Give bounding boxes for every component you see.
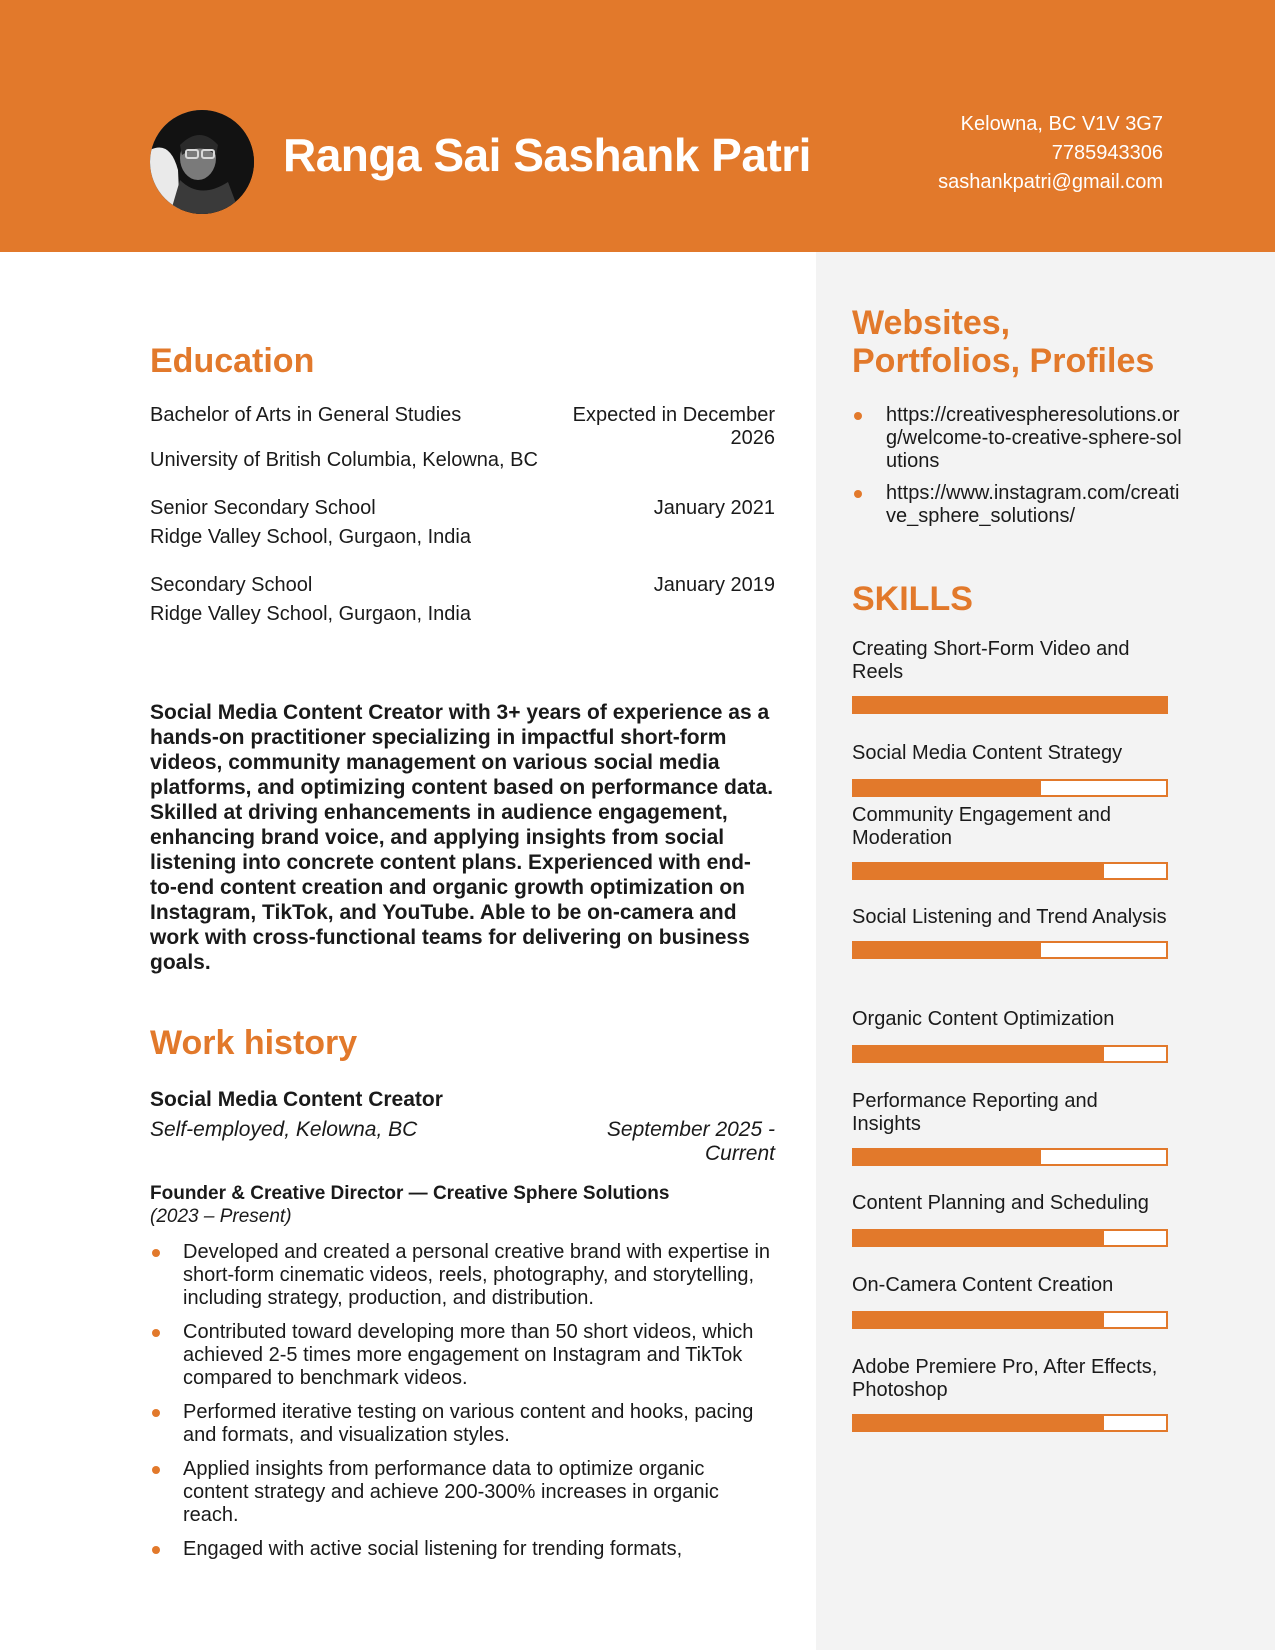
- email[interactable]: sashankpatri@gmail.com: [938, 171, 1163, 193]
- skill-name: Social Listening and Trend Analysis: [852, 906, 1167, 928]
- website-link[interactable]: https://creativespheresolutions.org/welcome-to-creative-sphere-solutions: [886, 404, 1182, 472]
- list-item: [150, 1401, 775, 1447]
- skill-level-bar: [852, 941, 1168, 959]
- skill-item: [852, 1192, 1172, 1247]
- role-title: Founder & Creative Director — Creative Sphere Solutions: [150, 1183, 670, 1204]
- skill-level-fill: [854, 1047, 1104, 1061]
- skills-heading: SKILLS: [852, 580, 973, 618]
- bullet-icon: [854, 490, 862, 498]
- education-school: University of British Columbia, Kelowna, BC: [150, 449, 538, 471]
- skill-level-fill: [854, 1231, 1104, 1245]
- job-employer: Self-employed, Kelowna, BC: [150, 1118, 418, 1141]
- skill-name: Content Planning and Scheduling: [852, 1192, 1149, 1214]
- skill-name: Community Engagement and Moderation: [852, 804, 1112, 849]
- skill-name: Performance Reporting and Insights: [852, 1090, 1098, 1135]
- education-heading: Education: [150, 342, 315, 380]
- skill-level-fill: [854, 1416, 1104, 1430]
- skill-level-bar: [852, 862, 1168, 880]
- list-item: [150, 1458, 775, 1527]
- skill-item: [852, 804, 1172, 880]
- skill-level-bar: [852, 779, 1168, 797]
- job-bullets: [150, 1241, 775, 1572]
- role-period: (2023 – Present): [150, 1206, 292, 1227]
- skill-level-fill: [854, 1150, 1041, 1164]
- skill-item: [852, 1356, 1172, 1432]
- website-link-item: [852, 404, 1182, 473]
- skill-item: [852, 742, 1172, 797]
- location: Kelowna, BC V1V 3G7: [960, 113, 1163, 135]
- skill-name: Creating Short-Form Video and Reels: [852, 638, 1130, 683]
- skill-level-fill: [854, 781, 1041, 795]
- skill-level-fill: [854, 943, 1041, 957]
- skill-level-fill: [854, 698, 1166, 712]
- skill-level-fill: [854, 864, 1104, 878]
- skill-name: Organic Content Optimization: [852, 1008, 1115, 1030]
- skill-level-bar: [852, 1311, 1168, 1329]
- bullet-text: Applied insights from performance data to optimize organic content strategy and achieve 200-300% increases in organic reach.: [183, 1458, 719, 1526]
- bullet-icon: [152, 1329, 160, 1337]
- education-school: Ridge Valley School, Gurgaon, India: [150, 526, 471, 548]
- skill-name: Adobe Premiere Pro, After Effects, Photoshop: [852, 1356, 1158, 1401]
- skill-item: [852, 906, 1172, 959]
- websites-heading: Websites, Portfolios, Profiles: [852, 304, 1155, 380]
- bullet-text: Performed iterative testing on various content and hooks, pacing and formats, and visualization styles.: [183, 1401, 754, 1446]
- bullet-icon: [152, 1409, 160, 1417]
- education-date: January 2021: [653, 497, 775, 519]
- bullet-icon: [152, 1546, 160, 1554]
- education-date: Expected in December 2026: [572, 404, 775, 449]
- list-item: [150, 1241, 775, 1310]
- avatar: [150, 110, 254, 214]
- job-title: Social Media Content Creator: [150, 1088, 443, 1111]
- skill-level-bar: [852, 1229, 1168, 1247]
- bullet-icon: [152, 1249, 160, 1257]
- skill-item: [852, 1274, 1172, 1329]
- website-link[interactable]: https://www.instagram.com/creative_sphere_solutions/: [886, 482, 1180, 527]
- skill-level-bar: [852, 1045, 1168, 1063]
- education-degree: Secondary School: [150, 574, 313, 596]
- header-banner: [0, 0, 1275, 252]
- bullet-icon: [854, 412, 862, 420]
- role-heading: [150, 1182, 669, 1228]
- list-item: [150, 1538, 775, 1561]
- bullet-text: Engaged with active social listening for trending formats,: [183, 1538, 683, 1560]
- education-school: Ridge Valley School, Gurgaon, India: [150, 603, 471, 625]
- skill-level-fill: [854, 1313, 1104, 1327]
- candidate-name: Ranga Sai Sashank Patri: [283, 129, 811, 181]
- education-date: January 2019: [653, 574, 775, 596]
- professional-summary: Social Media Content Creator with 3+ years of experience as a hands-on practitioner specializing in impactful short-form videos, community management on various social media platforms, and optimizing content based on performance data. Skilled at driving enhancements in audience engagement, enhancing brand voice, and applying insights from social listening into concrete content plans. Experienced with end-to-end content creation and organic growth optimization on Instagram, TikTok, and YouTube. Able to be on-camera and work with cross-functional teams for delivering on business goals.: [150, 701, 774, 974]
- website-link-item: [852, 482, 1182, 528]
- skill-name: Social Media Content Strategy: [852, 742, 1123, 764]
- job-dates: September 2025 - Current: [606, 1118, 775, 1165]
- work-history-heading: Work history: [150, 1024, 358, 1062]
- skill-item: [852, 1090, 1172, 1166]
- websites-list: [852, 404, 1182, 537]
- bullet-text: Developed and created a personal creative brand with expertise in short-form cinematic videos, reels, photography, and storytelling, including strategy, production, and distribution.: [183, 1241, 771, 1309]
- phone[interactable]: 7785943306: [1051, 142, 1163, 164]
- skill-item: [852, 638, 1172, 714]
- bullet-text: Contributed toward developing more than 50 short videos, which achieved 2-5 times more engagement on Instagram and TikTok compared to benchmark videos.: [183, 1321, 754, 1389]
- skill-name: On-Camera Content Creation: [852, 1274, 1114, 1296]
- list-item: [150, 1321, 775, 1390]
- skill-level-bar: [852, 696, 1168, 714]
- skill-level-bar: [852, 1414, 1168, 1432]
- education-degree: Senior Secondary School: [150, 497, 376, 519]
- education-degree: Bachelor of Arts in General Studies: [150, 404, 462, 426]
- skill-level-bar: [852, 1148, 1168, 1166]
- skill-item: [852, 1008, 1172, 1063]
- bullet-icon: [152, 1466, 160, 1474]
- contact-info: [938, 110, 1163, 197]
- profile-photo-icon: [150, 110, 254, 214]
